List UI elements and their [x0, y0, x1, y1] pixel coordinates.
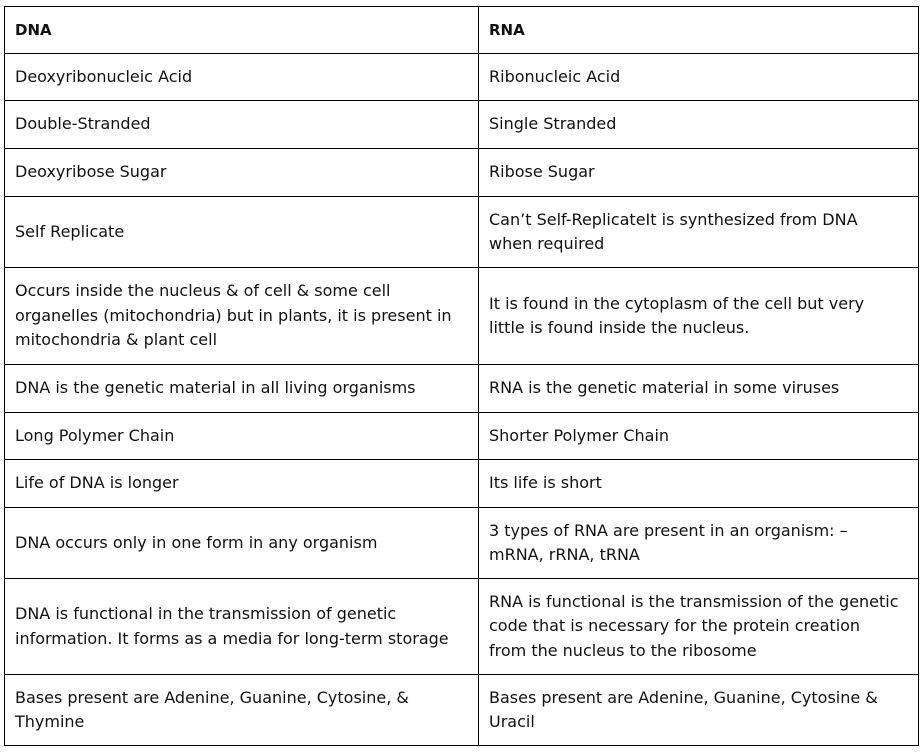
table-row	[5, 54, 919, 101]
table-row	[5, 149, 919, 197]
table-row	[5, 460, 919, 508]
table-row	[5, 197, 919, 268]
dna-cell: Double-Stranded	[5, 101, 479, 149]
rna-cell: 3 types of RNA are present in an organism: – mRNA, rRNA, tRNA	[479, 508, 919, 579]
dna-cell: Occurs inside the nucleus & of cell & some cell organelles (mitochondria) but in plants, it is present in mitochondria & plant cell	[5, 268, 479, 365]
rna-cell: It is found in the cytoplasm of the cell but very little is found inside the nucleus.	[479, 268, 919, 365]
dna-cell: DNA is functional in the transmission of genetic information. It forms as a media for long-term storage	[5, 579, 479, 675]
dna-cell: DNA is the genetic material in all living organisms	[5, 365, 479, 413]
table-row	[5, 413, 919, 460]
dna-cell: DNA occurs only in one form in any organism	[5, 508, 479, 579]
header-dna: DNA	[5, 7, 479, 54]
dna-cell: Long Polymer Chain	[5, 413, 479, 460]
header-rna: RNA	[479, 7, 919, 54]
dna-cell: Bases present are Adenine, Guanine, Cytosine, & Thymine	[5, 675, 479, 746]
rna-cell: Can’t Self-ReplicateIt is synthesized from DNA when required	[479, 197, 919, 268]
table-row	[5, 365, 919, 413]
dna-cell: Deoxyribonucleic Acid	[5, 54, 479, 101]
rna-cell: Shorter Polymer Chain	[479, 413, 919, 460]
rna-cell: Its life is short	[479, 460, 919, 508]
dna-rna-comparison-table	[4, 6, 919, 746]
rna-cell: Single Stranded	[479, 101, 919, 149]
rna-cell: RNA is functional is the transmission of the genetic code that is necessary for the protein creation from the nucleus to the ribosome	[479, 579, 919, 675]
dna-cell: Self Replicate	[5, 197, 479, 268]
rna-cell: Bases present are Adenine, Guanine, Cytosine & Uracil	[479, 675, 919, 746]
rna-cell: Ribonucleic Acid	[479, 54, 919, 101]
dna-cell: Deoxyribose Sugar	[5, 149, 479, 197]
rna-cell: RNA is the genetic material in some viruses	[479, 365, 919, 413]
table-row	[5, 508, 919, 579]
table-header-row	[5, 7, 919, 54]
table-row	[5, 101, 919, 149]
dna-cell: Life of DNA is longer	[5, 460, 479, 508]
rna-cell: Ribose Sugar	[479, 149, 919, 197]
table-row	[5, 675, 919, 746]
table-row	[5, 268, 919, 365]
table-row	[5, 579, 919, 675]
